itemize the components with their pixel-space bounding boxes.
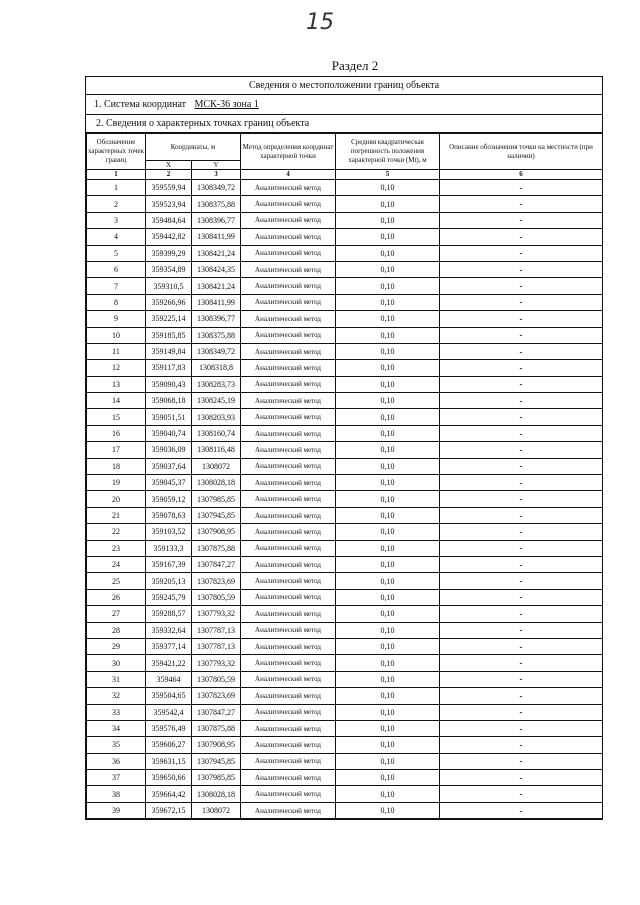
method-cell: Аналитический метод [241,245,336,261]
error-cell: 0,10 [336,556,440,572]
table-row [87,753,603,769]
error-cell: 0,10 [336,589,440,605]
table-row [87,638,603,654]
x-coordinate-cell: 359036,09 [146,442,192,458]
y-coordinate-cell: 1308411,99 [192,294,241,310]
point-number-cell: 26 [87,589,146,605]
point-number-cell: 38 [87,786,146,802]
description-cell: - [440,507,603,523]
table-row [87,589,603,605]
error-cell: 0,10 [336,507,440,523]
table-row [87,311,603,327]
description-cell: - [440,655,603,671]
description-cell: - [440,180,603,196]
description-cell: - [440,786,603,802]
error-cell: 0,10 [336,278,440,294]
error-cell: 0,10 [336,491,440,507]
table-row [87,802,603,818]
point-number-cell: 21 [87,507,146,523]
y-coordinate-cell: 1308349,72 [192,343,241,359]
description-cell: - [440,540,603,556]
description-cell: - [440,393,603,409]
point-number-cell: 7 [87,278,146,294]
table-row [87,655,603,671]
section-title: Раздел 2 [331,58,379,73]
description-cell: - [440,671,603,687]
y-coordinate-cell: 1308160,74 [192,425,241,441]
y-coordinate-cell: 1308116,48 [192,442,241,458]
table-row [87,573,603,589]
point-number-cell: 16 [87,425,146,441]
method-cell: Аналитический метод [241,475,336,491]
y-coordinate-cell: 1307847,27 [192,704,241,720]
table-row [87,393,603,409]
y-coordinate-cell: 1307805,59 [192,589,241,605]
description-cell: - [440,770,603,786]
x-coordinate-cell: 359631,15 [146,753,192,769]
x-coordinate-cell: 359059,12 [146,491,192,507]
x-coordinate-cell: 359377,14 [146,638,192,654]
description-cell: - [440,294,603,310]
header-description: Описание обозначения точки на местности (при наличии) [440,134,603,170]
column-number: 3 [192,170,241,180]
description-cell: - [440,360,603,376]
y-coordinate-cell: 1308349,72 [192,180,241,196]
point-number-cell: 17 [87,442,146,458]
error-cell: 0,10 [336,245,440,261]
column-number-row [87,170,603,180]
x-coordinate-cell: 359442,82 [146,229,192,245]
point-number-cell: 25 [87,573,146,589]
method-cell: Аналитический метод [241,720,336,736]
y-coordinate-cell: 1308318,8 [192,360,241,376]
description-cell: - [440,688,603,704]
description-cell: - [440,425,603,441]
method-cell: Аналитический метод [241,704,336,720]
point-number-cell: 37 [87,770,146,786]
table-row [87,442,603,458]
y-coordinate-cell: 1308203,93 [192,409,241,425]
error-cell: 0,10 [336,196,440,212]
table-row [87,671,603,687]
column-number: 2 [146,170,192,180]
point-number-cell: 28 [87,622,146,638]
x-coordinate-cell: 359332,64 [146,622,192,638]
point-number-cell: 15 [87,409,146,425]
description-cell: - [440,573,603,589]
error-cell: 0,10 [336,180,440,196]
x-coordinate-cell: 359354,89 [146,261,192,277]
x-coordinate-cell: 359542,4 [146,704,192,720]
description-cell: - [440,376,603,392]
x-coordinate-cell: 359051,51 [146,409,192,425]
description-cell: - [440,802,603,818]
table-row [87,786,603,802]
y-coordinate-cell: 1308245,19 [192,393,241,409]
boundary-info-table [85,76,603,820]
method-cell: Аналитический метод [241,180,336,196]
error-cell: 0,10 [336,442,440,458]
y-coordinate-cell: 1308411,99 [192,229,241,245]
x-coordinate-cell: 359090,43 [146,376,192,392]
method-cell: Аналитический метод [241,606,336,622]
description-cell: - [440,196,603,212]
table-row [87,606,603,622]
y-coordinate-cell: 1308375,88 [192,196,241,212]
point-number-cell: 34 [87,720,146,736]
column-number: 5 [336,170,440,180]
point-number-cell: 5 [87,245,146,261]
description-cell: - [440,343,603,359]
error-cell: 0,10 [336,458,440,474]
x-coordinate-cell: 359117,83 [146,360,192,376]
method-cell: Аналитический метод [241,622,336,638]
coordinate-system-value: МСК-36 зона 1 [194,99,259,110]
table-row [87,261,603,277]
method-cell: Аналитический метод [241,688,336,704]
point-number-cell: 18 [87,458,146,474]
x-coordinate-cell: 359040,74 [146,425,192,441]
coordinate-system-row [86,95,602,115]
y-coordinate-cell: 1308375,88 [192,327,241,343]
point-number-cell: 4 [87,229,146,245]
error-cell: 0,10 [336,409,440,425]
y-coordinate-cell: 1307823,69 [192,688,241,704]
error-cell: 0,10 [336,475,440,491]
y-coordinate-cell: 1308283,73 [192,376,241,392]
error-cell: 0,10 [336,540,440,556]
y-coordinate-cell: 1307805,59 [192,671,241,687]
table-row [87,688,603,704]
x-coordinate-cell: 359606,27 [146,737,192,753]
table-row [87,720,603,736]
table-row [87,458,603,474]
description-cell: - [440,261,603,277]
method-cell: Аналитический метод [241,507,336,523]
points-table-body [87,180,603,819]
table-row [87,704,603,720]
point-number-cell: 36 [87,753,146,769]
table-row [87,507,603,523]
y-coordinate-cell: 1308072 [192,802,241,818]
y-coordinate-cell: 1308072 [192,458,241,474]
y-coordinate-cell: 1307875,88 [192,540,241,556]
y-coordinate-cell: 1308028,18 [192,475,241,491]
table-row [87,737,603,753]
x-coordinate-cell: 359037,64 [146,458,192,474]
x-coordinate-cell: 359068,18 [146,393,192,409]
point-number-cell: 23 [87,540,146,556]
description-cell: - [440,556,603,572]
table-row [87,556,603,572]
description-cell: - [440,737,603,753]
point-number-cell: 30 [87,655,146,671]
x-coordinate-cell: 359149,84 [146,343,192,359]
point-number-cell: 3 [87,212,146,228]
method-cell: Аналитический метод [241,671,336,687]
description-cell: - [440,442,603,458]
x-coordinate-cell: 359504,65 [146,688,192,704]
point-number-cell: 24 [87,556,146,572]
method-cell: Аналитический метод [241,589,336,605]
point-number-cell: 8 [87,294,146,310]
method-cell: Аналитический метод [241,278,336,294]
point-number-cell: 13 [87,376,146,392]
point-number-cell: 2 [87,196,146,212]
error-cell: 0,10 [336,229,440,245]
method-cell: Аналитический метод [241,409,336,425]
point-number-cell: 32 [87,688,146,704]
y-coordinate-cell: 1307945,85 [192,753,241,769]
description-cell: - [440,327,603,343]
point-number-cell: 29 [87,638,146,654]
table-row [87,540,603,556]
method-cell: Аналитический метод [241,524,336,540]
x-coordinate-cell: 359167,39 [146,556,192,572]
y-coordinate-cell: 1307908,95 [192,737,241,753]
column-number: 4 [241,170,336,180]
error-cell: 0,10 [336,393,440,409]
x-coordinate-cell: 359185,85 [146,327,192,343]
y-coordinate-cell: 1307985,85 [192,770,241,786]
error-cell: 0,10 [336,573,440,589]
method-cell: Аналитический метод [241,770,336,786]
y-coordinate-cell: 1307875,88 [192,720,241,736]
y-coordinate-cell: 1307787,13 [192,638,241,654]
error-cell: 0,10 [336,376,440,392]
header-coordinates: Координаты, м [146,134,241,161]
method-cell: Аналитический метод [241,343,336,359]
x-coordinate-cell: 359310,5 [146,278,192,294]
table-row [87,770,603,786]
point-number-cell: 31 [87,671,146,687]
method-cell: Аналитический метод [241,360,336,376]
column-number: 6 [440,170,603,180]
y-coordinate-cell: 1307985,85 [192,491,241,507]
x-coordinate-cell: 359464 [146,671,192,687]
method-cell: Аналитический метод [241,212,336,228]
error-cell: 0,10 [336,704,440,720]
y-coordinate-cell: 1308396,77 [192,212,241,228]
coordinate-system-label: 1. Система координат [94,99,187,110]
description-cell: - [440,704,603,720]
table-row [87,294,603,310]
table-row [87,376,603,392]
x-coordinate-cell: 359650,66 [146,770,192,786]
method-cell: Аналитический метод [241,376,336,392]
table-row [87,524,603,540]
description-cell: - [440,524,603,540]
x-coordinate-cell: 359266,96 [146,294,192,310]
x-coordinate-cell: 359288,57 [146,606,192,622]
table-row [87,229,603,245]
table-row [87,327,603,343]
error-cell: 0,10 [336,311,440,327]
method-cell: Аналитический метод [241,737,336,753]
header-designation: Обозначение характерных точек границ [87,134,146,170]
error-cell: 0,10 [336,770,440,786]
method-cell: Аналитический метод [241,458,336,474]
y-coordinate-cell: 1308421,24 [192,245,241,261]
method-cell: Аналитический метод [241,638,336,654]
error-cell: 0,10 [336,425,440,441]
point-number-cell: 12 [87,360,146,376]
method-cell: Аналитический метод [241,327,336,343]
point-number-cell: 39 [87,802,146,818]
error-cell: 0,10 [336,294,440,310]
table-row [87,278,603,294]
method-cell: Аналитический метод [241,573,336,589]
method-cell: Аналитический метод [241,786,336,802]
error-cell: 0,10 [336,802,440,818]
point-number-cell: 10 [87,327,146,343]
x-coordinate-cell: 359225,14 [146,311,192,327]
x-coordinate-cell: 359576,49 [146,720,192,736]
error-cell: 0,10 [336,524,440,540]
method-cell: Аналитический метод [241,393,336,409]
error-cell: 0,10 [336,688,440,704]
error-cell: 0,10 [336,720,440,736]
x-coordinate-cell: 359523,94 [146,196,192,212]
description-cell: - [440,606,603,622]
method-cell: Аналитический метод [241,425,336,441]
y-coordinate-cell: 1308396,77 [192,311,241,327]
table-row [87,425,603,441]
description-cell: - [440,638,603,654]
point-number-cell: 20 [87,491,146,507]
description-cell: - [440,753,603,769]
description-cell: - [440,229,603,245]
y-coordinate-cell: 1307823,69 [192,573,241,589]
method-cell: Аналитический метод [241,229,336,245]
error-cell: 0,10 [336,606,440,622]
point-number-cell: 33 [87,704,146,720]
description-cell: - [440,720,603,736]
method-cell: Аналитический метод [241,311,336,327]
table-title: Сведения о местоположении границ объекта [86,77,602,95]
table-row [87,196,603,212]
y-coordinate-cell: 1308028,18 [192,786,241,802]
method-cell: Аналитический метод [241,753,336,769]
y-coordinate-cell: 1307787,13 [192,622,241,638]
description-cell: - [440,589,603,605]
table-row [87,475,603,491]
description-cell: - [440,458,603,474]
x-coordinate-cell: 359045,37 [146,475,192,491]
point-number-cell: 1 [87,180,146,196]
method-cell: Аналитический метод [241,442,336,458]
table-row [87,360,603,376]
method-cell: Аналитический метод [241,261,336,277]
method-cell: Аналитический метод [241,196,336,212]
point-number-cell: 27 [87,606,146,622]
description-cell: - [440,475,603,491]
y-coordinate-cell: 1307793,32 [192,606,241,622]
point-number-cell: 22 [87,524,146,540]
method-cell: Аналитический метод [241,540,336,556]
y-coordinate-cell: 1307847,27 [192,556,241,572]
header-y: Y [192,161,241,170]
y-coordinate-cell: 1308421,24 [192,278,241,294]
header-method: Метод определения координат характерной точки [241,134,336,170]
description-cell: - [440,212,603,228]
table-row [87,245,603,261]
header-x: X [146,161,192,170]
error-cell: 0,10 [336,261,440,277]
x-coordinate-cell: 359103,52 [146,524,192,540]
page-number: 15 [306,10,334,35]
x-coordinate-cell: 359484,64 [146,212,192,228]
table-row [87,622,603,638]
method-cell: Аналитический метод [241,491,336,507]
x-coordinate-cell: 359559,94 [146,180,192,196]
error-cell: 0,10 [336,737,440,753]
x-coordinate-cell: 359245,79 [146,589,192,605]
table-row [87,409,603,425]
error-cell: 0,10 [336,212,440,228]
x-coordinate-cell: 359078,63 [146,507,192,523]
error-cell: 0,10 [336,622,440,638]
table-row [87,343,603,359]
x-coordinate-cell: 359133,3 [146,540,192,556]
points-title: 2. Сведения о характерных точках границ объекта [86,115,602,133]
description-cell: - [440,409,603,425]
error-cell: 0,10 [336,655,440,671]
table-row [87,491,603,507]
description-cell: - [440,245,603,261]
error-cell: 0,10 [336,671,440,687]
x-coordinate-cell: 359399,29 [146,245,192,261]
method-cell: Аналитический метод [241,294,336,310]
y-coordinate-cell: 1307945,85 [192,507,241,523]
x-coordinate-cell: 359672,15 [146,802,192,818]
description-cell: - [440,491,603,507]
table-row [87,212,603,228]
x-coordinate-cell: 359205,13 [146,573,192,589]
x-coordinate-cell: 359664,42 [146,786,192,802]
method-cell: Аналитический метод [241,655,336,671]
error-cell: 0,10 [336,343,440,359]
error-cell: 0,10 [336,638,440,654]
y-coordinate-cell: 1308424,35 [192,261,241,277]
y-coordinate-cell: 1307908,95 [192,524,241,540]
point-number-cell: 11 [87,343,146,359]
point-number-cell: 19 [87,475,146,491]
y-coordinate-cell: 1307793,32 [192,655,241,671]
method-cell: Аналитический метод [241,556,336,572]
point-number-cell: 35 [87,737,146,753]
table-row [87,180,603,196]
description-cell: - [440,278,603,294]
point-number-cell: 9 [87,311,146,327]
error-cell: 0,10 [336,786,440,802]
point-number-cell: 14 [87,393,146,409]
error-cell: 0,10 [336,327,440,343]
column-number: 1 [87,170,146,180]
description-cell: - [440,622,603,638]
error-cell: 0,10 [336,753,440,769]
error-cell: 0,10 [336,360,440,376]
x-coordinate-cell: 359421,22 [146,655,192,671]
point-number-cell: 6 [87,261,146,277]
method-cell: Аналитический метод [241,802,336,818]
description-cell: - [440,311,603,327]
header-error: Средняя квадратическая погрешность положения характерной точки (Mt), м [336,134,440,170]
points-table [86,133,603,819]
